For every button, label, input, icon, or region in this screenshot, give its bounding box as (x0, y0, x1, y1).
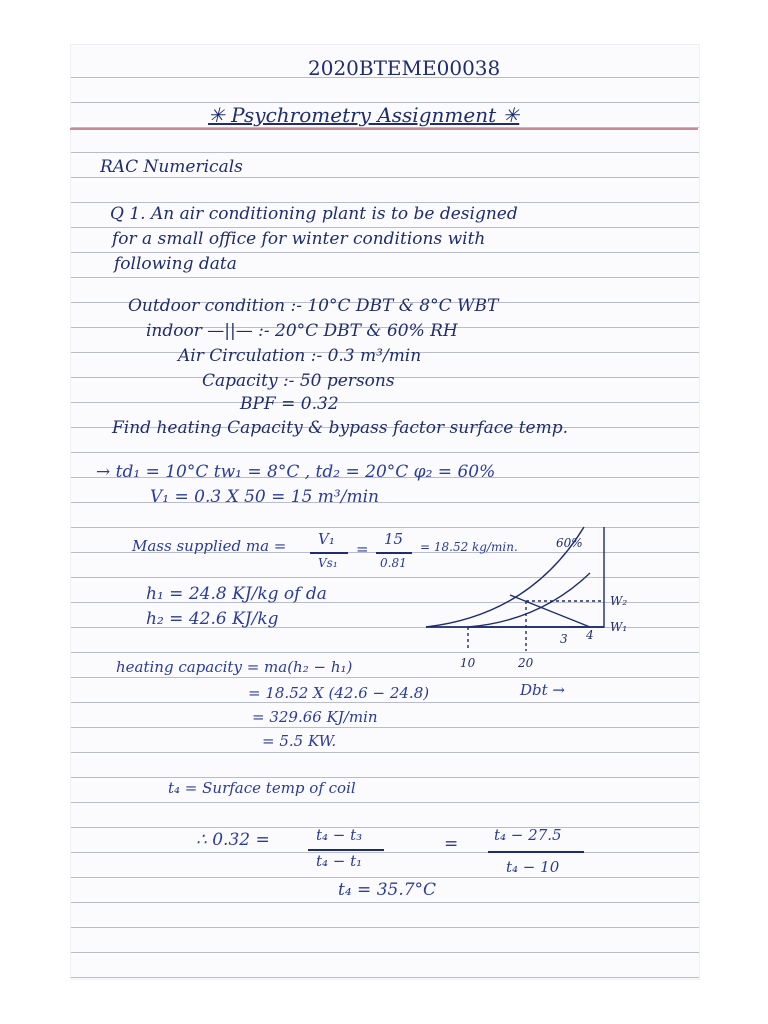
solution-given: → td₁ = 10°C tw₁ = 8°C , td₂ = 20°C φ₂ = 60% (96, 462, 496, 482)
mass-denominator-1: Vs₁ (318, 556, 338, 570)
enthalpy-h1: h₁ = 24.8 KJ/kg of da (146, 584, 327, 604)
question-line-2: for a small office for winter conditions with (112, 229, 486, 249)
heating-capacity-kj: = 329.66 KJ/min (252, 708, 378, 726)
bpf-numerator-2: t₄ − 27.5 (494, 826, 562, 844)
surface-temp-result: t₄ = 35.7°C (338, 880, 437, 900)
bpf-numerator-1: t₄ − t₃ (316, 826, 363, 844)
section-heading: RAC Numericals (100, 157, 243, 177)
point-4-label: 4 (586, 628, 594, 642)
bpf-denominator-2: t₄ − 10 (506, 858, 560, 876)
surface-temp-definition: t₄ = Surface temp of coil (168, 779, 356, 797)
x-10-label: 10 (460, 656, 476, 670)
mass-denominator-2: 0.81 (380, 556, 407, 570)
w1-label: W₁ (610, 620, 628, 634)
solution-volume: V₁ = 0.3 X 50 = 15 m³/min (150, 487, 379, 507)
find-statement: Find heating Capacity & bypass factor surface temp. (112, 418, 569, 438)
psychrometric-sketch (420, 525, 640, 685)
bpf-denominator-1: t₄ − t₁ (316, 852, 363, 870)
heating-capacity-substitution: = 18.52 X (42.6 − 24.8) (248, 684, 430, 702)
given-indoor: indoor —||— :- 20°C DBT & 60% RH (146, 321, 458, 341)
mass-label: Mass supplied ma = (132, 537, 287, 555)
mass-numerator-2: 15 (384, 530, 404, 548)
given-bpf: BPF = 0.32 (240, 394, 339, 414)
w2-label: W₂ (610, 594, 628, 608)
x-20-label: 20 (518, 656, 534, 670)
dbt-axis-caption: Dbt → (520, 681, 565, 699)
given-outdoor: Outdoor condition :- 10°C DBT & 8°C WBT (128, 296, 499, 316)
process-line (510, 595, 590, 627)
point-3-label: 3 (560, 632, 568, 646)
notebook-page (70, 44, 700, 980)
rh-60-curve (468, 573, 590, 627)
bpf-equals: = (444, 834, 459, 854)
mass-equals: = (356, 540, 369, 558)
enthalpy-h2: h₂ = 42.6 KJ/kg (146, 609, 279, 629)
bpf-fraction-bar-1 (308, 849, 384, 851)
heating-capacity-kw: = 5.5 KW. (262, 732, 337, 750)
given-air-circulation: Air Circulation :- 0.3 m³/min (178, 346, 422, 366)
bpf-lhs: ∴ 0.32 = (196, 830, 270, 850)
heating-capacity-formula: heating capacity = ma(h₂ − h₁) (116, 658, 353, 676)
given-capacity: Capacity :- 50 persons (202, 371, 395, 391)
roll-number: 2020BTEME00038 (308, 56, 501, 80)
rh-label: 60% (556, 536, 583, 550)
mass-fraction-bar-2 (376, 552, 412, 554)
question-line-1: Q 1. An air conditioning plant is to be designed (110, 204, 518, 224)
mass-numerator-1: V₁ (318, 530, 335, 548)
mass-fraction-bar-1 (310, 552, 348, 554)
header-rule (70, 128, 698, 130)
mass-result: = 18.52 kg/min. (420, 540, 518, 554)
bpf-fraction-bar-2 (488, 851, 584, 853)
page-title: ✳ Psychrometry Assignment ✳ (208, 103, 520, 127)
question-line-3: following data (114, 254, 237, 274)
